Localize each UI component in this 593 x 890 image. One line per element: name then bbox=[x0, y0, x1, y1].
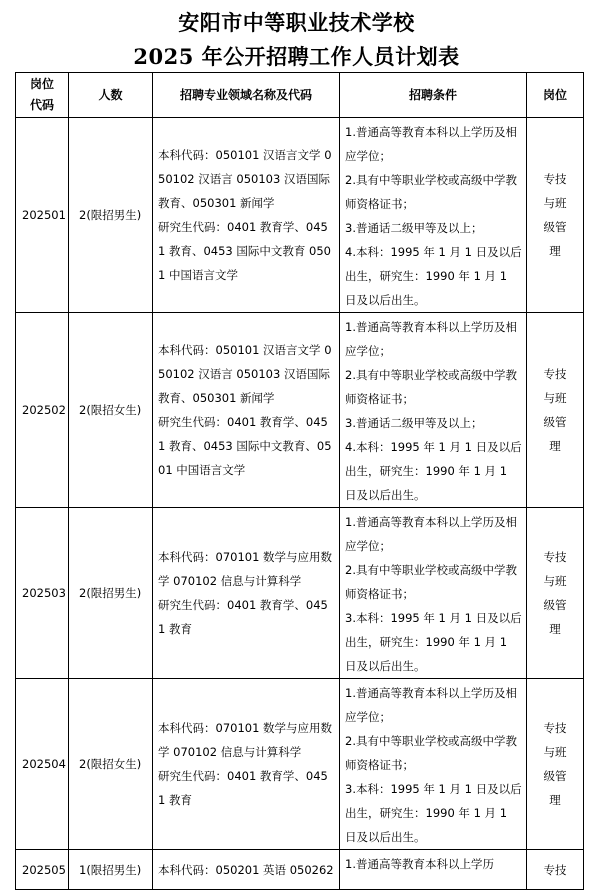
condition-item: 2.具有中等职业学校或高级中学教师资格证书； bbox=[345, 173, 517, 211]
header-position: 岗位 bbox=[527, 73, 584, 118]
condition-item: 1.普通高等教育本科以上学历及相应学位； bbox=[345, 320, 517, 358]
table-row bbox=[16, 508, 584, 679]
position-type-cell: 专技 bbox=[527, 850, 584, 890]
conditions-cell bbox=[340, 508, 527, 679]
conditions-cell bbox=[340, 850, 527, 890]
position-code-cell: 202502 bbox=[16, 313, 69, 508]
conditions-cell bbox=[340, 679, 527, 850]
position-code-cell: 202503 bbox=[16, 508, 69, 679]
table-header-row bbox=[16, 73, 584, 118]
table-row bbox=[16, 850, 584, 890]
position-code-cell: 202505 bbox=[16, 850, 69, 890]
position-code-cell: 202501 bbox=[16, 118, 69, 313]
condition-item: 3.本科：1995 年 1 月 1 日及以后出生，研究生：1990 年 1 月 1 日及以后出生。 bbox=[345, 611, 522, 673]
header-major: 招聘专业领域名称及代码 bbox=[153, 73, 340, 118]
header-count: 人数 bbox=[69, 73, 153, 118]
position-type-cell: 专技与班级管理 bbox=[527, 679, 584, 850]
major-cell bbox=[153, 850, 340, 890]
condition-item: 2.具有中等职业学校或高级中学教师资格证书； bbox=[345, 563, 517, 601]
major-line: 研究生代码：0401 教育学、0451 教育、0453 国际中文教育 0501 中国语言文学 bbox=[158, 220, 331, 282]
major-cell bbox=[153, 679, 340, 850]
position-type-cell: 专技与班级管理 bbox=[527, 313, 584, 508]
major-line: 研究生代码：0401 教育学、0451 教育 bbox=[158, 598, 328, 636]
table-row bbox=[16, 118, 584, 313]
position-code-cell: 202504 bbox=[16, 679, 69, 850]
major-line: 本科代码：050101 汉语言文学 050102 汉语言 050103 汉语国际教育、050301 新闻学 bbox=[158, 343, 332, 405]
major-cell bbox=[153, 313, 340, 508]
table-row bbox=[16, 313, 584, 508]
headcount-cell: 2(限招男生) bbox=[69, 118, 153, 313]
condition-item: 1.普通高等教育本科以上学历及相应学位； bbox=[345, 686, 517, 724]
major-cell bbox=[153, 508, 340, 679]
position-type-cell: 专技与班级管理 bbox=[527, 118, 584, 313]
header-position-code: 岗位代码 bbox=[16, 73, 69, 118]
document-title-line1: 安阳市中等职业技术学校 bbox=[178, 10, 415, 35]
recruitment-plan-table bbox=[15, 72, 584, 890]
condition-item: 2.具有中等职业学校或高级中学教师资格证书； bbox=[345, 734, 517, 772]
condition-item: 4.本科：1995 年 1 月 1 日及以后出生，研究生：1990 年 1 月 1 日及以后出生。 bbox=[345, 440, 522, 502]
conditions-cell bbox=[340, 118, 527, 313]
condition-item: 4.本科：1995 年 1 月 1 日及以后出生，研究生：1990 年 1 月 1 日及以后出生。 bbox=[345, 245, 522, 307]
condition-item: 3.本科：1995 年 1 月 1 日及以后出生，研究生：1990 年 1 月 1 日及以后出生。 bbox=[345, 782, 522, 844]
headcount-cell: 2(限招男生) bbox=[69, 508, 153, 679]
condition-item: 2.具有中等职业学校或高级中学教师资格证书； bbox=[345, 368, 517, 406]
conditions-cell bbox=[340, 313, 527, 508]
major-line: 本科代码：050201 英语 050262 bbox=[158, 862, 334, 877]
condition-item: 1.普通高等教育本科以上学历 bbox=[345, 857, 494, 871]
major-cell bbox=[153, 118, 340, 313]
document-title-line2: 2025 年公开招聘工作人员计划表 bbox=[133, 44, 460, 69]
condition-item: 3.普通话二级甲等及以上； bbox=[345, 416, 483, 430]
major-line: 本科代码：070101 数学与应用数学 070102 信息与计算科学 bbox=[158, 721, 333, 759]
condition-item: 3.普通话二级甲等及以上； bbox=[345, 221, 483, 235]
major-line: 研究生代码：0401 教育学、0451 教育、0453 国际中文教育、0501 中国语言文学 bbox=[158, 415, 332, 477]
condition-item: 1.普通高等教育本科以上学历及相应学位； bbox=[345, 515, 517, 553]
major-line: 本科代码：070101 数学与应用数学 070102 信息与计算科学 bbox=[158, 550, 333, 588]
position-type-cell: 专技与班级管理 bbox=[527, 508, 584, 679]
condition-item: 1.普通高等教育本科以上学历及相应学位； bbox=[345, 125, 517, 163]
major-line: 研究生代码：0401 教育学、0451 教育 bbox=[158, 769, 328, 807]
headcount-cell: 1(限招男生) bbox=[69, 850, 153, 890]
headcount-cell: 2(限招女生) bbox=[69, 313, 153, 508]
header-conditions: 招聘条件 bbox=[340, 73, 527, 118]
headcount-cell: 2(限招女生) bbox=[69, 679, 153, 850]
table-row bbox=[16, 679, 584, 850]
major-line: 本科代码：050101 汉语言文学 050102 汉语言 050103 汉语国际教育、050301 新闻学 bbox=[158, 148, 332, 210]
